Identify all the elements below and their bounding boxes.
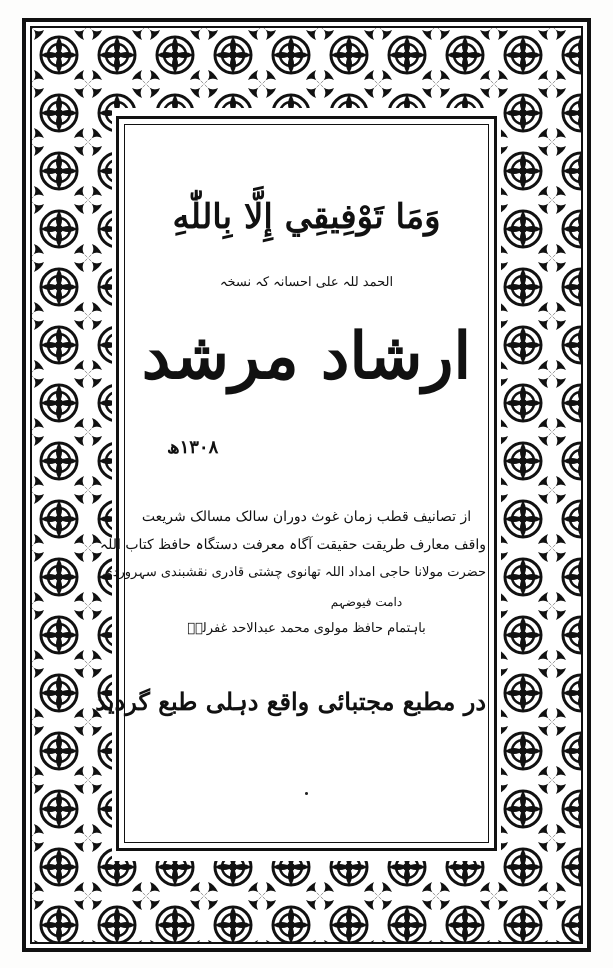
praise-line: الحمد للہ علی احسانہ کہ نسخہ — [219, 275, 394, 290]
author-line-3: حضرت مولانا حاجی امداد اللہ تھانوی چشتی قادری نقشبندی سہروردی — [102, 565, 486, 580]
text-panel — [95, 127, 486, 840]
hijri-year: ۱۳۰۸ھ — [167, 437, 219, 458]
invocation-heading: وَمَا تَوْفِيقِي إِلَّا بِاللّٰهِ — [172, 197, 441, 237]
author-line-1: از تصانیف قطب زمان غوث دوران سالک مسالک شریعت — [141, 509, 472, 525]
editor-line: باہتمام حافظ مولوی محمد عبدالاحد غفرلہٗ — [187, 621, 426, 636]
book-title: ارشاد مرشد — [141, 319, 472, 394]
blessing-line: دامت فیوضہم — [330, 595, 403, 609]
ornament-dot — [305, 792, 308, 795]
press-line: در مطبع مجتبائی واقع دہلی طبع گردید — [95, 687, 486, 716]
author-line-2: واقف معارف طریقت حقیقت آگاہ معرفت دستگاہ حافظ کتاب اللہ — [99, 537, 486, 553]
